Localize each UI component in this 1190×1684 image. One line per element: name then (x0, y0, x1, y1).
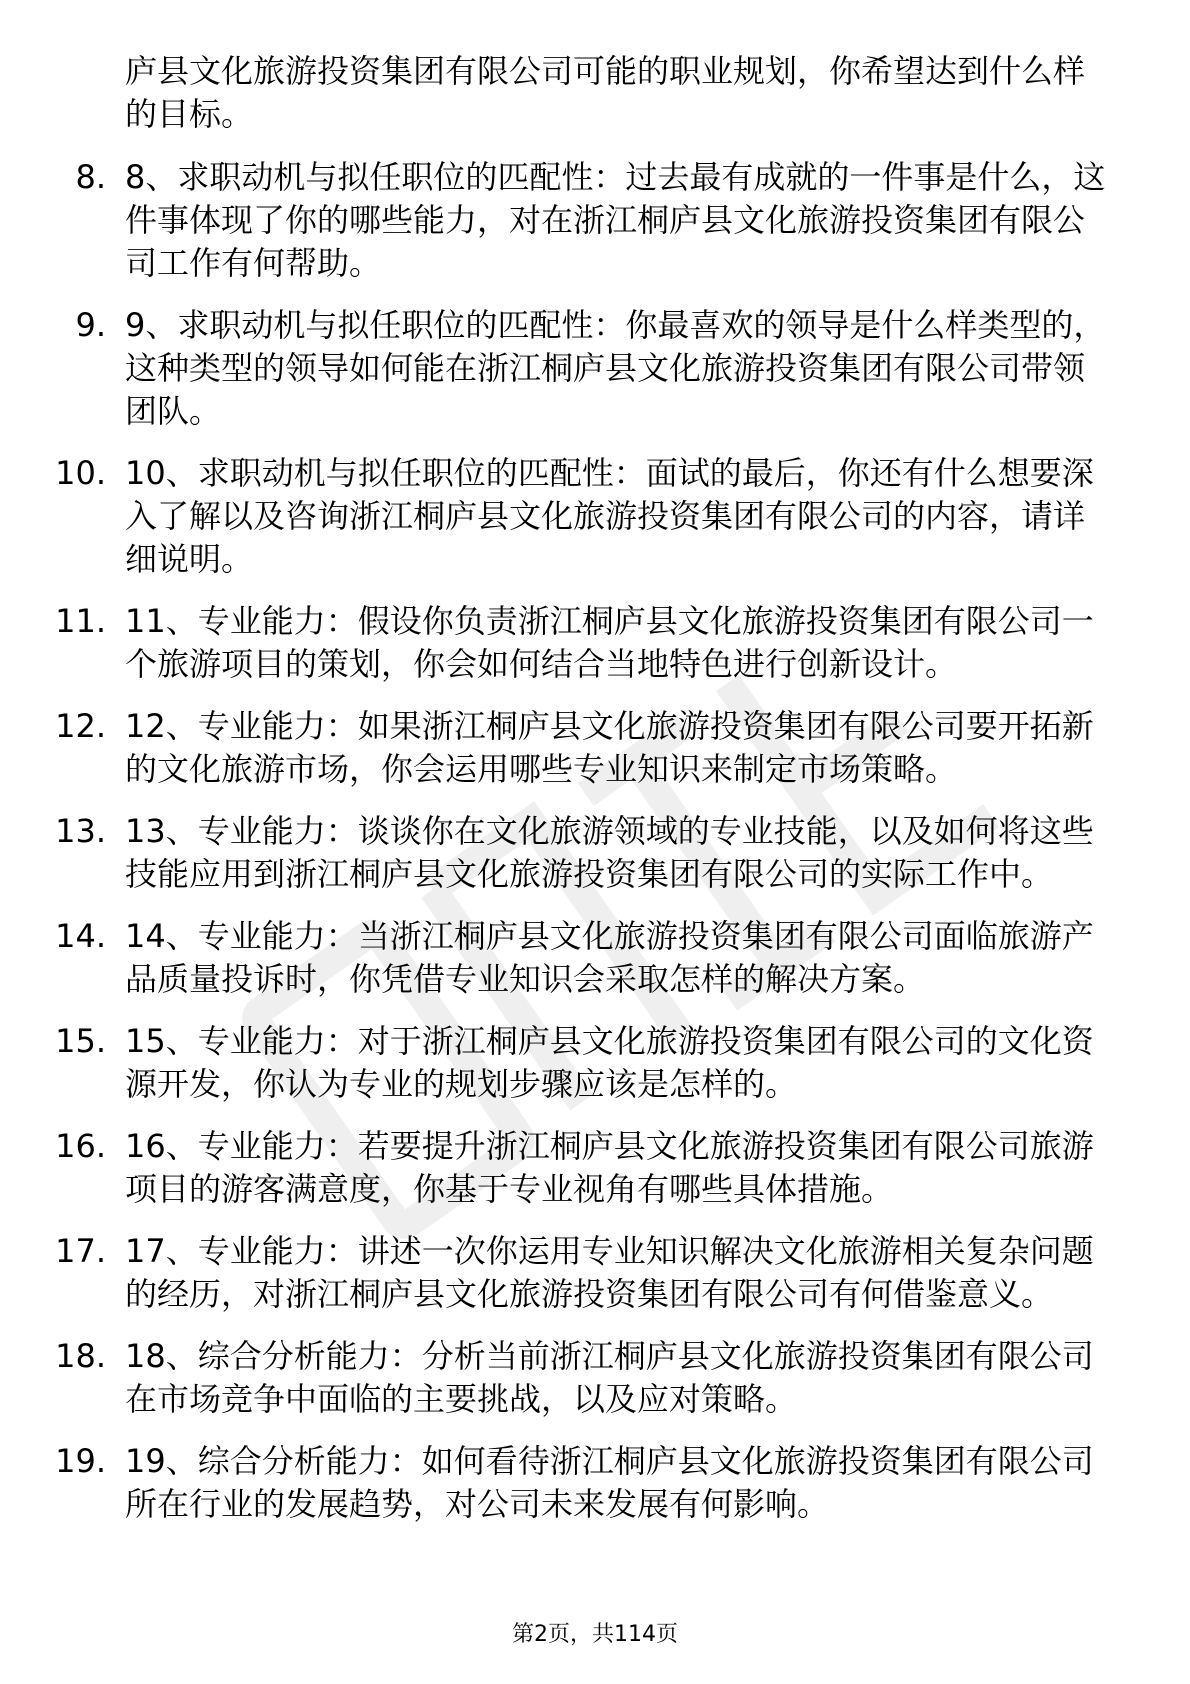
item-number: 16. (55, 1127, 106, 1165)
item-number: 11. (55, 602, 106, 640)
item-text: 17、专业能力：讲述一次你运用专业知识解决文化旅游相关复杂问题的经历，对浙江桐庐县文化旅游投资集团有限公司有何借鉴意义。 (125, 1232, 1094, 1313)
item-number: 10. (55, 454, 106, 492)
list-item (0, 915, 1110, 1001)
item-text: 16、专业能力：若要提升浙江桐庐县文化旅游投资集团有限公司旅游项目的游客满意度，你基于专业视角有哪些具体措施。 (125, 1127, 1094, 1208)
item-text: 19、综合分析能力：如何看待浙江桐庐县文化旅游投资集团有限公司所在行业的发展趋势，对公司未来发展有何影响。 (125, 1442, 1094, 1523)
item-text: 13、专业能力：谈谈你在文化旅游领域的专业技能，以及如何将这些技能应用到浙江桐庐县文化旅游投资集团有限公司的实际工作中。 (125, 812, 1094, 893)
item-number: 15. (55, 1022, 106, 1060)
list-item (0, 1440, 1110, 1526)
page-footer: 第2页，共114页 (512, 1622, 678, 1647)
item-number: 19. (55, 1442, 106, 1480)
item-number: 18. (55, 1337, 106, 1375)
list-item (0, 600, 1110, 686)
list-item (0, 1125, 1110, 1211)
list-item (0, 156, 1110, 285)
item-text: 10、求职动机与拟任职位的匹配性：面试的最后，你还有什么想要深入了解以及咨询浙江桐庐县文化旅游投资集团有限公司的内容，请详细说明。 (125, 454, 1094, 578)
item-text: 15、专业能力：对于浙江桐庐县文化旅游投资集团有限公司的文化资源开发，你认为专业的规划步骤应该是怎样的。 (125, 1022, 1094, 1103)
item-number: 9. (75, 306, 106, 344)
list-item (0, 452, 1110, 581)
list-item (0, 705, 1110, 791)
item-text: 9、求职动机与拟任职位的匹配性：你最喜欢的领导是什么样类型的，这种类型的领导如何能在浙江桐庐县文化旅游投资集团有限公司带领团队。 (125, 306, 1106, 430)
item-number: 17. (55, 1232, 106, 1270)
list-item (0, 1335, 1110, 1421)
item-text: 11、专业能力：假设你负责浙江桐庐县文化旅游投资集团有限公司一个旅游项目的策划，你会如何结合当地特色进行创新设计。 (125, 602, 1094, 683)
list-item (0, 810, 1110, 896)
item-text: 12、专业能力：如果浙江桐庐县文化旅游投资集团有限公司要开拓新的文化旅游市场，你会运用哪些专业知识来制定市场策略。 (125, 707, 1094, 788)
item-number: 12. (55, 707, 106, 745)
item-number: 13. (55, 812, 106, 850)
list-item (0, 1020, 1110, 1106)
question-list (0, 156, 1190, 1545)
item-number: 8. (75, 158, 106, 196)
list-item (0, 1230, 1110, 1316)
item-text: 14、专业能力：当浙江桐庐县文化旅游投资集团有限公司面临旅游产品质量投诉时，你凭借专业知识会采取怎样的解决方案。 (125, 917, 1094, 998)
continuation-text: 庐县文化旅游投资集团有限公司可能的职业规划，你希望达到什么样的目标。 (125, 52, 1086, 133)
item-text: 18、综合分析能力：分析当前浙江桐庐县文化旅游投资集团有限公司在市场竞争中面临的主要挑战，以及应对策略。 (125, 1337, 1094, 1418)
item-text: 8、求职动机与拟任职位的匹配性：过去最有成就的一件事是什么，这件事体现了你的哪些能力，对在浙江桐庐县文化旅游投资集团有限公司工作有何帮助。 (125, 158, 1106, 282)
list-item (0, 304, 1110, 433)
item-number: 14. (55, 917, 106, 955)
